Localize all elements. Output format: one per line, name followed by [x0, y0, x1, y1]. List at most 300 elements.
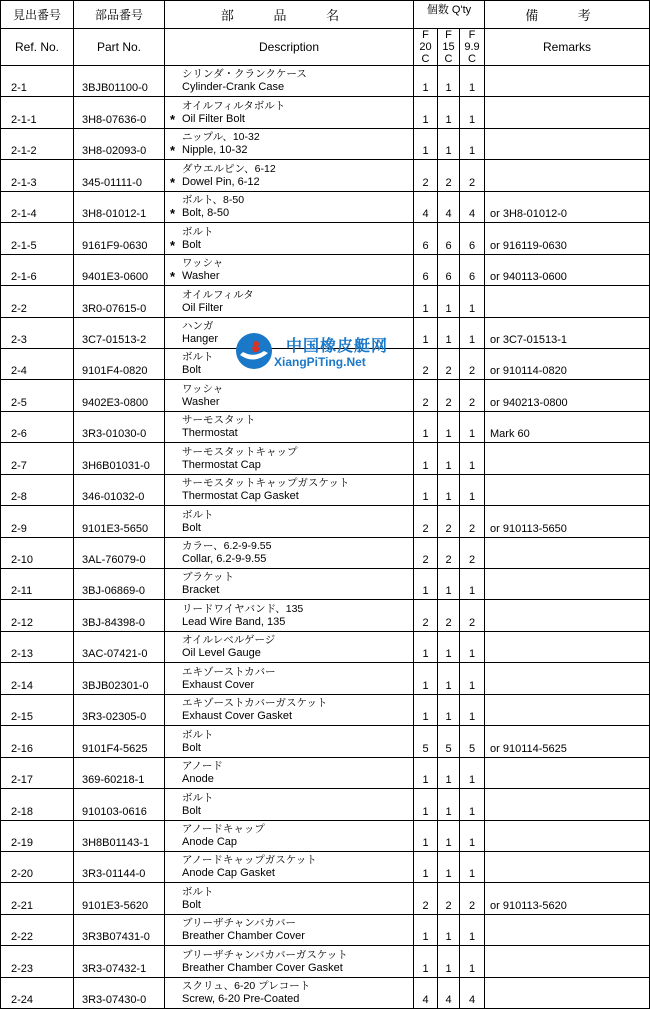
remarks-cell	[485, 97, 650, 128]
qty-f99c-cell: 1	[460, 411, 485, 442]
description-cell	[165, 569, 414, 600]
table-row	[1, 820, 650, 851]
description-ja: リードワイヤバンド、135	[182, 602, 304, 615]
qty-f99c-cell: 1	[460, 128, 485, 159]
ref-no-cell: 2-4	[1, 348, 74, 379]
qty-f20c-cell: 1	[414, 66, 438, 97]
part-no-cell: 9101F4-5625	[74, 726, 165, 757]
description-cell	[165, 191, 414, 222]
ref-no-cell: 2-12	[1, 600, 74, 631]
ref-no-cell: 2-5	[1, 380, 74, 411]
part-no-cell: 3H8-02093-0	[74, 128, 165, 159]
asterisk-mark: *	[170, 174, 176, 190]
qty-f99c-cell: 1	[460, 757, 485, 788]
description-cell	[165, 443, 414, 474]
description-ja: ブリーザチャンバカバー	[182, 917, 297, 930]
qty-f20c-cell: 1	[414, 631, 438, 662]
remarks-cell	[485, 600, 650, 631]
qty-f99c-cell: 5	[460, 726, 485, 757]
qty-f15c-cell: 1	[438, 474, 460, 505]
remarks-cell	[485, 443, 650, 474]
ref-no-cell: 2-19	[1, 820, 74, 851]
table-row	[1, 694, 650, 725]
description-ja: ボルト	[182, 351, 214, 364]
remarks-cell	[485, 631, 650, 662]
qty-f20c-cell: 1	[414, 443, 438, 474]
ref-header-ja: 見出番号	[1, 1, 74, 29]
description-en: Thermostat	[182, 427, 238, 440]
asterisk-mark: *	[170, 269, 176, 285]
description-en: Breather Chamber Cover Gasket	[182, 961, 343, 974]
ref-no-cell: 2-10	[1, 537, 74, 568]
description-ja: エキゾーストカバー	[182, 665, 276, 678]
description-ja: ボルト	[182, 791, 214, 804]
table-row	[1, 757, 650, 788]
ref-no-cell: 2-6	[1, 411, 74, 442]
watermark	[234, 331, 404, 371]
remarks-cell	[485, 663, 650, 694]
qty-f20c-cell: 6	[414, 254, 438, 285]
table-row	[1, 474, 650, 505]
remarks-cell	[485, 789, 650, 820]
description-en: Bolt	[182, 238, 201, 251]
remarks-cell	[485, 128, 650, 159]
description-en: Thermostat Cap	[182, 458, 261, 471]
qty-f99c-cell: 1	[460, 946, 485, 977]
qty-f20c-cell: 2	[414, 348, 438, 379]
description-en: Collar, 6.2-9-9.55	[182, 553, 267, 565]
table-row	[1, 191, 650, 222]
model-f15c: F 15 C	[438, 29, 460, 66]
desc-header-en: Description	[165, 29, 414, 66]
qty-f99c-cell: 2	[460, 160, 485, 191]
asterisk-mark: *	[170, 237, 176, 253]
description-cell	[165, 851, 414, 882]
table-row	[1, 66, 650, 97]
description-en: Bracket	[182, 584, 220, 597]
table-row	[1, 789, 650, 820]
qty-f15c-cell: 1	[438, 411, 460, 442]
qty-f15c-cell: 4	[438, 191, 460, 222]
ref-no-cell: 2-13	[1, 631, 74, 662]
qty-f99c-cell: 2	[460, 348, 485, 379]
description-en: Hanger	[182, 332, 219, 345]
part-no-cell: 9101F4-0820	[74, 348, 165, 379]
ref-no-cell: 2-1	[1, 66, 74, 97]
table-row	[1, 726, 650, 757]
qty-f15c-cell: 1	[438, 286, 460, 317]
remarks-cell: or 3C7-01513-1	[485, 317, 650, 348]
qty-f20c-cell: 1	[414, 946, 438, 977]
part-no-cell: 3R3-07432-1	[74, 946, 165, 977]
description-cell	[165, 883, 414, 914]
table-row	[1, 631, 650, 662]
ref-no-cell: 2-7	[1, 443, 74, 474]
part-no-cell: 369-60218-1	[74, 757, 165, 788]
part-no-cell: 3H8-07636-0	[74, 97, 165, 128]
table-row	[1, 97, 650, 128]
qty-f20c-cell: 5	[414, 726, 438, 757]
qty-f15c-cell: 1	[438, 66, 460, 97]
description-cell	[165, 977, 414, 1008]
table-row	[1, 600, 650, 631]
description-en: Washer	[182, 395, 220, 408]
qty-f99c-cell: 1	[460, 820, 485, 851]
remarks-cell	[485, 820, 650, 851]
part-no-cell: 3AL-76079-0	[74, 537, 165, 568]
ref-no-cell: 2-20	[1, 851, 74, 882]
description-en: Anode	[182, 773, 214, 786]
qty-f15c-cell: 1	[438, 851, 460, 882]
description-en: Oil Level Gauge	[182, 647, 261, 660]
qty-f99c-cell: 1	[460, 789, 485, 820]
qty-f15c-cell: 2	[438, 380, 460, 411]
qty-f15c-cell: 1	[438, 820, 460, 851]
table-row	[1, 569, 650, 600]
table-row	[1, 946, 650, 977]
ref-no-cell: 2-1-2	[1, 128, 74, 159]
qty-f20c-cell: 1	[414, 474, 438, 505]
qty-f99c-cell: 2	[460, 537, 485, 568]
qty-f15c-cell: 1	[438, 569, 460, 600]
qty-f15c-cell: 6	[438, 254, 460, 285]
part-no-cell: 9161F9-0630	[74, 223, 165, 254]
watermark-title: 中国橡皮艇网	[286, 338, 389, 355]
description-cell	[165, 946, 414, 977]
qty-f20c-cell: 2	[414, 883, 438, 914]
boat-logo-icon	[234, 331, 274, 371]
qty-f99c-cell: 2	[460, 600, 485, 631]
description-cell	[165, 474, 414, 505]
table-row	[1, 914, 650, 945]
description-en: Bolt	[182, 804, 201, 817]
description-ja: オイルフィルタボルト	[182, 99, 286, 112]
remarks-cell	[485, 286, 650, 317]
ref-no-cell: 2-2	[1, 286, 74, 317]
description-en: Anode Cap	[182, 835, 238, 848]
part-no-cell: 9402E3-0800	[74, 380, 165, 411]
description-ja: ニップル、10-32	[182, 131, 260, 144]
ref-no-cell: 2-3	[1, 317, 74, 348]
qty-f99c-cell: 2	[460, 380, 485, 411]
description-cell	[165, 600, 414, 631]
table-row	[1, 254, 650, 285]
description-ja: ダウエルピン、6-12	[182, 162, 276, 175]
qty-f99c-cell: 6	[460, 254, 485, 285]
qty-f15c-cell: 1	[438, 663, 460, 694]
remarks-cell	[485, 694, 650, 725]
qty-f15c-cell: 6	[438, 223, 460, 254]
description-cell	[165, 631, 414, 662]
table-row	[1, 977, 650, 1008]
qty-f20c-cell: 2	[414, 537, 438, 568]
part-no-cell: 3C7-01513-2	[74, 317, 165, 348]
qty-f99c-cell: 1	[460, 474, 485, 505]
description-en: Nipple, 10-32	[182, 144, 248, 157]
ref-no-cell: 2-1-1	[1, 97, 74, 128]
remarks-header-en: Remarks	[485, 29, 650, 66]
qty-f99c-cell: 2	[460, 883, 485, 914]
table-row	[1, 223, 650, 254]
ref-no-cell: 2-1-3	[1, 160, 74, 191]
description-ja: シリンダ・クランクケース	[182, 68, 307, 81]
part-no-cell: 9401E3-0600	[74, 254, 165, 285]
qty-f20c-cell: 1	[414, 97, 438, 128]
qty-f99c-cell: 1	[460, 851, 485, 882]
table-row	[1, 443, 650, 474]
remarks-cell	[485, 914, 650, 945]
description-en: Bolt, 8-50	[182, 207, 230, 220]
description-en: Bolt	[182, 898, 201, 911]
qty-f15c-cell: 5	[438, 726, 460, 757]
ref-no-cell: 2-22	[1, 914, 74, 945]
part-no-cell: 3AC-07421-0	[74, 631, 165, 662]
qty-f99c-cell: 1	[460, 569, 485, 600]
qty-f15c-cell: 1	[438, 946, 460, 977]
table-row	[1, 380, 650, 411]
description-cell	[165, 286, 414, 317]
description-ja: ボルト	[182, 885, 214, 898]
qty-f99c-cell: 1	[460, 97, 485, 128]
qty-f15c-cell: 1	[438, 128, 460, 159]
part-no-cell: 3R3-01030-0	[74, 411, 165, 442]
qty-f20c-cell: 1	[414, 411, 438, 442]
table-row	[1, 506, 650, 537]
part-no-cell: 9101E3-5620	[74, 883, 165, 914]
ref-no-cell: 2-1-5	[1, 223, 74, 254]
qty-f20c-cell: 1	[414, 286, 438, 317]
ref-no-cell: 2-15	[1, 694, 74, 725]
desc-header-ja: 部 品 名	[165, 1, 414, 29]
part-no-cell: 3R0-07615-0	[74, 286, 165, 317]
qty-f99c-cell: 4	[460, 191, 485, 222]
part-no-cell: 3R3B07431-0	[74, 914, 165, 945]
remarks-cell: or 910113-5650	[485, 506, 650, 537]
ref-no-cell: 2-16	[1, 726, 74, 757]
ref-no-cell: 2-11	[1, 569, 74, 600]
remarks-cell	[485, 474, 650, 505]
description-en: Screw, 6-20 Pre-Coated	[182, 993, 300, 1006]
ref-no-cell: 2-1-6	[1, 254, 74, 285]
part-no-cell: 345-01111-0	[74, 160, 165, 191]
description-ja: ボルト	[182, 508, 214, 521]
part-no-cell: 3R3-07430-0	[74, 977, 165, 1008]
qty-f99c-cell: 1	[460, 66, 485, 97]
remarks-cell: Mark 60	[485, 411, 650, 442]
description-en: Lead Wire Band, 135	[182, 615, 286, 628]
remarks-cell	[485, 537, 650, 568]
qty-f15c-cell: 2	[438, 600, 460, 631]
description-cell	[165, 160, 414, 191]
qty-f20c-cell: 4	[414, 977, 438, 1008]
part-no-cell: 3H6B01031-0	[74, 443, 165, 474]
description-en: Bolt	[182, 364, 201, 377]
table-row	[1, 883, 650, 914]
qty-f99c-cell: 1	[460, 694, 485, 725]
description-cell	[165, 506, 414, 537]
qty-f15c-cell: 2	[438, 348, 460, 379]
qty-f99c-cell: 1	[460, 663, 485, 694]
remarks-cell: or 910114-0820	[485, 348, 650, 379]
description-en: Anode Cap Gasket	[182, 867, 275, 880]
qty-f99c-cell: 1	[460, 631, 485, 662]
ref-no-cell: 2-14	[1, 663, 74, 694]
qty-f20c-cell: 1	[414, 694, 438, 725]
table-row	[1, 537, 650, 568]
table-row	[1, 663, 650, 694]
description-ja: ワッシャ	[182, 382, 224, 395]
ref-no-cell: 2-9	[1, 506, 74, 537]
description-en: Thermostat Cap Gasket	[182, 490, 299, 503]
qty-f99c-cell: 1	[460, 914, 485, 945]
qty-f20c-cell: 1	[414, 317, 438, 348]
asterisk-mark: *	[170, 206, 176, 222]
qty-f99c-cell: 2	[460, 506, 485, 537]
description-cell	[165, 223, 414, 254]
table-row	[1, 851, 650, 882]
model-f20c: F 20 C	[414, 29, 438, 66]
description-ja: ブラケット	[182, 571, 234, 584]
ref-no-cell: 2-17	[1, 757, 74, 788]
remarks-cell: or 916119-0630	[485, 223, 650, 254]
qty-f15c-cell: 2	[438, 537, 460, 568]
part-no-cell: 3H8B01143-1	[74, 820, 165, 851]
remarks-cell: or 910113-5620	[485, 883, 650, 914]
description-ja: オイルフィルタ	[182, 288, 254, 301]
asterisk-mark: *	[170, 143, 176, 159]
remarks-cell: or 940113-0600	[485, 254, 650, 285]
part-no-cell: 9101E3-5650	[74, 506, 165, 537]
qty-f15c-cell: 1	[438, 914, 460, 945]
part-no-cell: 3BJ-06869-0	[74, 569, 165, 600]
description-en: Exhaust Cover Gasket	[182, 710, 293, 723]
description-ja: スクリュ、6-20 プレコート	[182, 980, 311, 993]
description-en: Cylinder-Crank Case	[182, 81, 285, 94]
description-ja: ボルト、8-50	[182, 194, 245, 207]
description-en: Dowel Pin, 6-12	[182, 175, 260, 188]
description-cell	[165, 66, 414, 97]
description-en: Oil Filter Bolt	[182, 112, 245, 125]
part-no-cell: 3BJB02301-0	[74, 663, 165, 694]
description-cell	[165, 663, 414, 694]
qty-f20c-cell: 2	[414, 506, 438, 537]
qty-f20c-cell: 2	[414, 600, 438, 631]
qty-f20c-cell: 1	[414, 569, 438, 600]
qty-f99c-cell: 1	[460, 286, 485, 317]
description-cell	[165, 820, 414, 851]
description-en: Washer	[182, 270, 220, 283]
description-cell	[165, 914, 414, 945]
table-row	[1, 286, 650, 317]
qty-f20c-cell: 1	[414, 757, 438, 788]
description-en: Exhaust Cover	[182, 678, 255, 691]
table-row	[1, 128, 650, 159]
description-ja: ワッシャ	[182, 257, 224, 270]
description-ja: アノード	[182, 760, 223, 773]
qty-f20c-cell: 2	[414, 380, 438, 411]
ref-no-cell: 2-8	[1, 474, 74, 505]
description-ja: ハンガ	[182, 319, 214, 332]
remarks-cell	[485, 160, 650, 191]
qty-f15c-cell: 2	[438, 506, 460, 537]
qty-f20c-cell: 1	[414, 663, 438, 694]
qty-f15c-cell: 1	[438, 757, 460, 788]
remarks-cell	[485, 569, 650, 600]
description-cell	[165, 411, 414, 442]
ref-no-cell: 2-1-4	[1, 191, 74, 222]
remarks-cell	[485, 977, 650, 1008]
qty-f20c-cell: 6	[414, 223, 438, 254]
description-ja: サーモスタットキャップ	[182, 445, 298, 458]
asterisk-mark: *	[170, 111, 176, 127]
description-ja: アノードキャップガスケット	[182, 854, 317, 867]
part-no-cell: 3H8-01012-1	[74, 191, 165, 222]
qty-f99c-cell: 1	[460, 317, 485, 348]
remarks-cell	[485, 851, 650, 882]
remarks-cell	[485, 946, 650, 977]
table-row	[1, 411, 650, 442]
remarks-cell: or 910114-5625	[485, 726, 650, 757]
description-ja: エキゾーストカバーガスケット	[182, 697, 328, 710]
description-cell	[165, 694, 414, 725]
description-ja: ブリーザチャンバカバーガスケット	[182, 948, 348, 961]
qty-f20c-cell: 1	[414, 128, 438, 159]
qty-f15c-cell: 1	[438, 789, 460, 820]
qty-f99c-cell: 4	[460, 977, 485, 1008]
qty-f20c-cell: 4	[414, 191, 438, 222]
qty-f99c-cell: 6	[460, 223, 485, 254]
part-no-cell: 3R3-01144-0	[74, 851, 165, 882]
description-cell	[165, 254, 414, 285]
part-header-en: Part No.	[74, 29, 165, 66]
qty-f15c-cell: 1	[438, 317, 460, 348]
qty-f20c-cell: 1	[414, 789, 438, 820]
qty-f20c-cell: 1	[414, 851, 438, 882]
parts-body	[1, 66, 650, 1009]
qty-f20c-cell: 1	[414, 914, 438, 945]
ref-no-cell: 2-21	[1, 883, 74, 914]
description-cell	[165, 97, 414, 128]
description-cell	[165, 537, 414, 568]
description-ja: カラー、6.2-9-9.55	[182, 540, 272, 552]
watermark-subtitle: XiangPiTing.Net	[274, 355, 366, 369]
qty-f15c-cell: 2	[438, 883, 460, 914]
description-ja: ボルト	[182, 728, 214, 741]
description-cell	[165, 726, 414, 757]
qty-f15c-cell: 1	[438, 443, 460, 474]
qty-f15c-cell: 2	[438, 160, 460, 191]
ref-header-en: Ref. No.	[1, 29, 74, 66]
qty-f15c-cell: 1	[438, 97, 460, 128]
table-row	[1, 160, 650, 191]
ref-no-cell: 2-23	[1, 946, 74, 977]
remarks-cell: or 940213-0800	[485, 380, 650, 411]
qty-f20c-cell: 1	[414, 820, 438, 851]
qty-f20c-cell: 2	[414, 160, 438, 191]
description-en: Bolt	[182, 521, 201, 534]
description-cell	[165, 789, 414, 820]
part-no-cell: 3R3-02305-0	[74, 694, 165, 725]
part-no-cell: 910103-0616	[74, 789, 165, 820]
description-ja: アノードキャップ	[182, 822, 265, 835]
part-no-cell: 3BJ-84398-0	[74, 600, 165, 631]
description-cell	[165, 380, 414, 411]
description-ja: サーモスタット	[182, 414, 256, 427]
part-no-cell: 3BJB01100-0	[74, 66, 165, 97]
description-ja: オイルレベルゲージ	[182, 634, 276, 647]
qty-f15c-cell: 1	[438, 631, 460, 662]
qty-f15c-cell: 4	[438, 977, 460, 1008]
